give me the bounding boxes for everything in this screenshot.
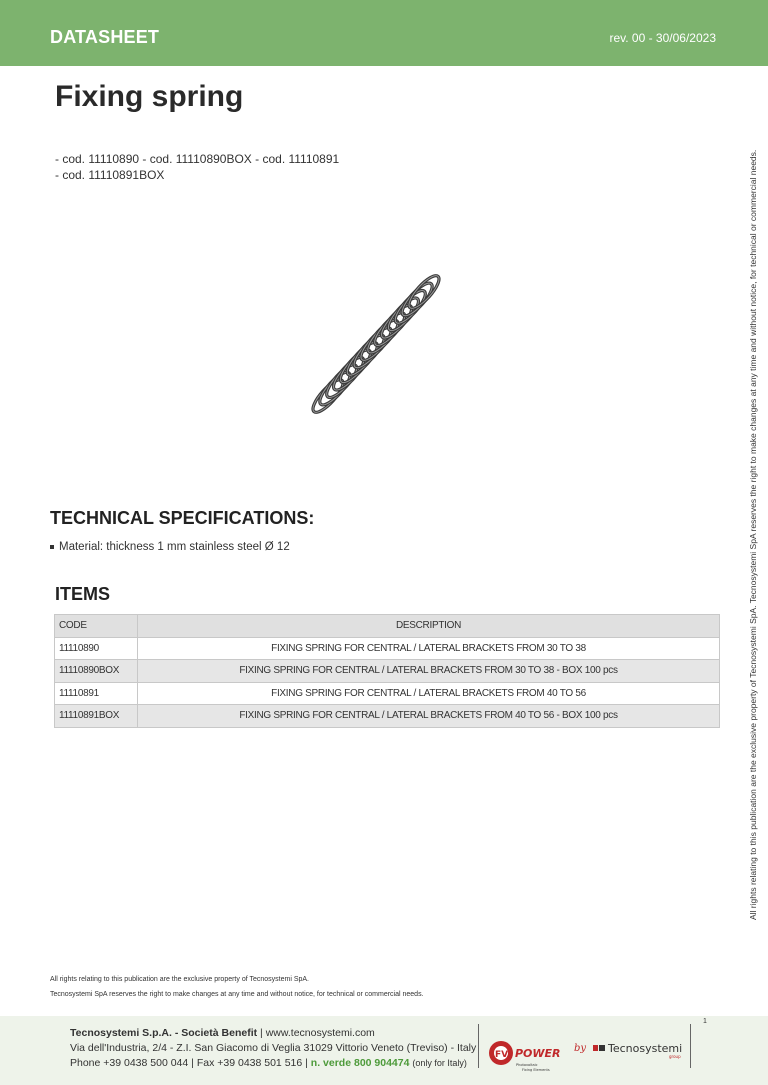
- footer-divider: [478, 1024, 479, 1068]
- footer-divider: [690, 1024, 691, 1068]
- items-title: ITEMS: [55, 584, 111, 604]
- items-table: [54, 614, 720, 728]
- technical-spec-text: Material: thickness 1 mm stainless steel Ø 12: [59, 541, 290, 553]
- footnotes: [50, 972, 424, 1002]
- technical-specifications-title: TECHNICAL SPECIFICATIONS:: [50, 508, 315, 528]
- svg-text:group: group: [669, 1054, 681, 1059]
- table-row: [55, 705, 720, 728]
- row-description: FIXING SPRING FOR CENTRAL / LATERAL BRACKETS FROM 40 TO 56: [138, 682, 720, 705]
- tecnosystemi-logo: [592, 1038, 684, 1068]
- bullet-icon: [50, 545, 54, 549]
- company-phone: Phone +39 0438 500 044: [70, 1057, 189, 1069]
- page-title: Fixing spring: [55, 80, 244, 113]
- row-code: 11110891: [55, 682, 138, 705]
- row-description: FIXING SPRING FOR CENTRAL / LATERAL BRACKETS FROM 30 TO 38 - BOX 100 pcs: [138, 660, 720, 683]
- row-code: 11110891BOX: [55, 705, 138, 728]
- table-row: [55, 660, 720, 683]
- toll-free-number: n. verde 800 904474: [310, 1057, 410, 1069]
- svg-text:Photovoltaic: Photovoltaic: [516, 1063, 538, 1067]
- svg-text:Tecnosystemi: Tecnosystemi: [608, 1042, 683, 1055]
- product-codes: [55, 151, 385, 183]
- toll-free-note: (only for Italy): [412, 1058, 467, 1068]
- page-number: 1: [703, 1018, 707, 1025]
- side-rights-note: All rights relating to this publication are the exclusive property of Tecnosystemi SpA. Tecnosystemi SpA reserves the right to make changes at any time and without notice, for technical or commercial needs.: [748, 149, 758, 920]
- row-code: 11110890: [55, 637, 138, 660]
- company-info: [70, 1026, 476, 1071]
- table-row: [55, 682, 720, 705]
- svg-text:POWER: POWER: [515, 1047, 561, 1060]
- spring-image: [300, 268, 450, 438]
- footnote-line: All rights relating to this publication are the exclusive property of Tecnosystemi SpA.: [50, 976, 309, 983]
- row-description: FIXING SPRING FOR CENTRAL / LATERAL BRACKETS FROM 40 TO 56 - BOX 100 pcs: [138, 705, 720, 728]
- fv-power-logo: [486, 1036, 566, 1076]
- header-label: DATASHEET: [50, 27, 160, 47]
- revision-date: rev. 00 - 30/06/2023: [609, 31, 716, 45]
- technical-spec-item: [50, 541, 290, 553]
- logo-by-text: by: [574, 1043, 587, 1054]
- row-code: 11110890BOX: [55, 660, 138, 683]
- company-name: Tecnosystemi S.p.A. - Società Benefit: [70, 1027, 258, 1039]
- website-link[interactable]: www.tecnosystemi.com: [265, 1027, 375, 1039]
- footnote-line: Tecnosystemi SpA reserves the right to make changes at any time and without notice, for technical or commercial needs.: [50, 991, 424, 998]
- company-fax: Fax +39 0438 501 516: [196, 1057, 303, 1069]
- header-bar: [0, 0, 768, 66]
- svg-text:FV: FV: [495, 1050, 509, 1060]
- column-header-code: CODE: [55, 615, 138, 638]
- row-description: FIXING SPRING FOR CENTRAL / LATERAL BRACKETS FROM 30 TO 38: [138, 637, 720, 660]
- product-codes-line: - cod. 11110890 - cod. 11110890BOX - cod. 11110891: [55, 152, 340, 166]
- footer: [0, 1016, 768, 1085]
- column-header-description: DESCRIPTION: [138, 615, 720, 638]
- table-header-row: [55, 615, 720, 638]
- product-codes-line: - cod. 11110891BOX: [55, 168, 165, 182]
- table-row: [55, 637, 720, 660]
- separator: |: [305, 1057, 308, 1069]
- separator: |: [260, 1027, 263, 1039]
- separator: |: [191, 1057, 194, 1069]
- svg-text:Fixing Elements: Fixing Elements: [522, 1068, 550, 1072]
- company-address: Via dell'Industria, 2/4 - Z.I. San Giacomo di Veglia 31029 Vittorio Veneto (Treviso) - Italy: [70, 1042, 477, 1054]
